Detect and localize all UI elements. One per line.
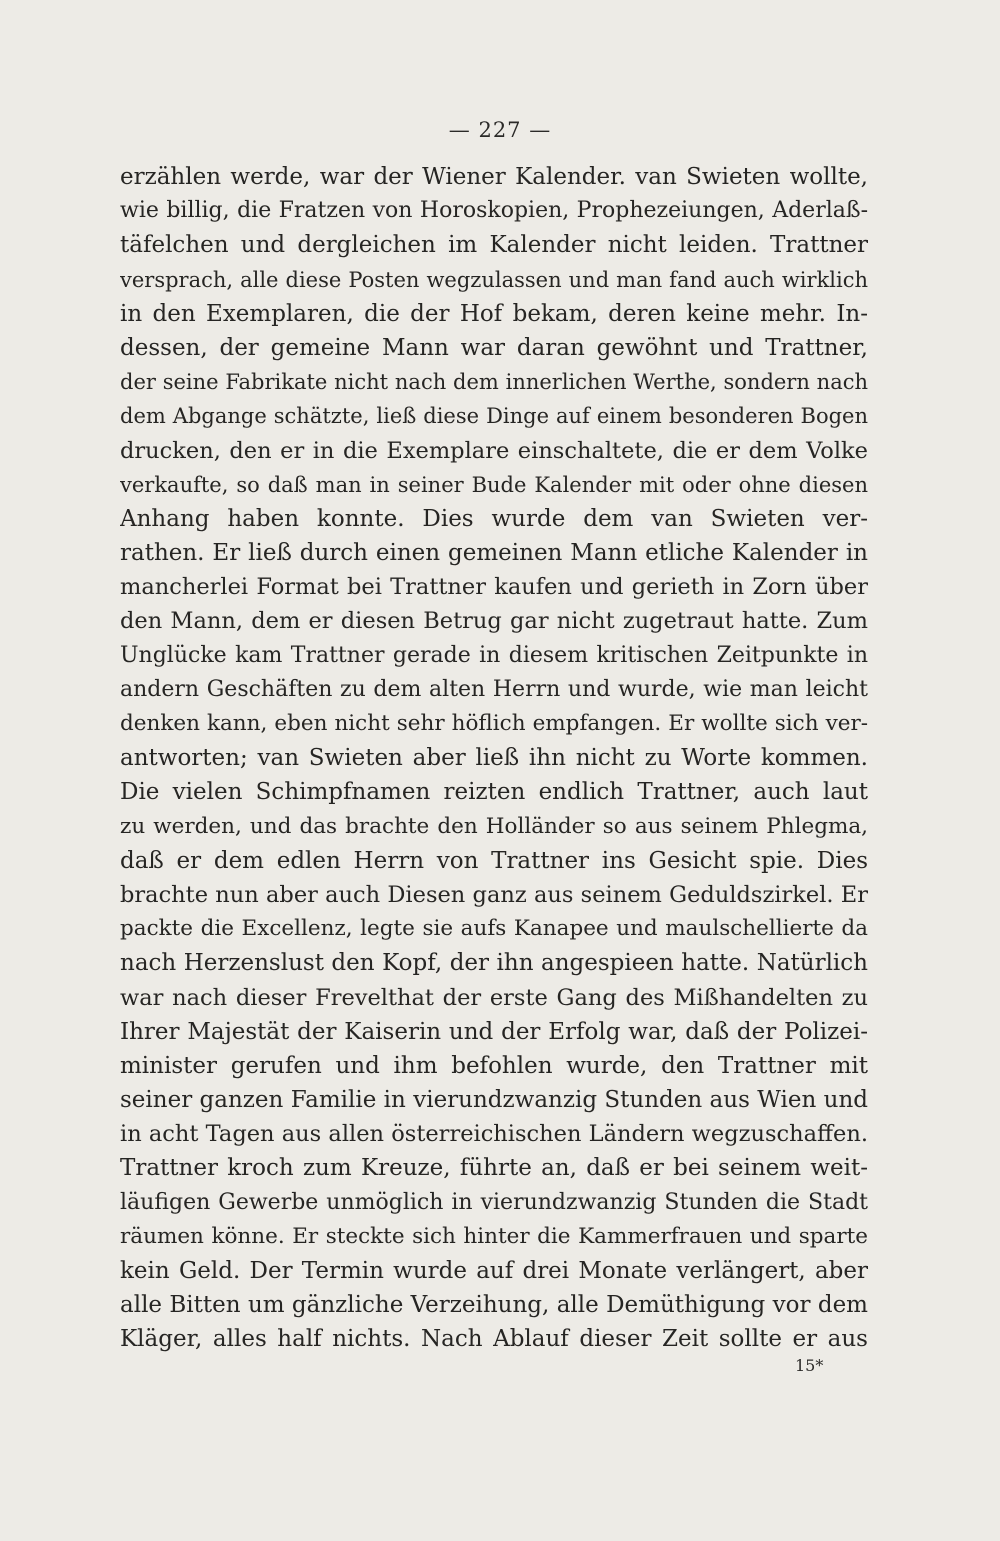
text-line: Die vielen Schimpfnamen reizten endlich Trattner, auch laut bbox=[120, 779, 868, 806]
text-line: Ihrer Majestät der Kaiserin und der Erfolg war, daß der Polizei- bbox=[120, 1018, 868, 1045]
text-line: in acht Tagen aus allen österreichischen Ländern wegzuschaffen. bbox=[120, 1121, 868, 1148]
text-line: Trattner kroch zum Kreuze, führte an, daß er bei seinem weit- bbox=[120, 1155, 868, 1182]
text-line: verkaufte, so daß man in seiner Bude Kalender mit oder ohne diesen bbox=[120, 472, 868, 497]
text-line: Anhang haben konnte. Dies wurde dem van Swieten ver- bbox=[120, 505, 868, 532]
text-line: zu werden, und das brachte den Holländer so aus seinem Phlegma, bbox=[120, 813, 868, 839]
text-line: rathen. Er ließ durch einen gemeinen Mann etliche Kalender in bbox=[120, 540, 868, 567]
text-line: erzählen werde, war der Wiener Kalender. van Swieten wollte, bbox=[120, 164, 868, 190]
text-line: war nach dieser Frevelthat der erste Gang des Mißhandelten zu bbox=[120, 984, 868, 1011]
text-line: denken kann, eben nicht sehr höflich empfangen. Er wollte sich ver- bbox=[120, 711, 868, 736]
text-line: andern Geschäften zu dem alten Herrn und wurde, wie man leicht bbox=[120, 676, 868, 702]
text-line: dessen, der gemeine Mann war daran gewöhnt und Trattner, bbox=[120, 334, 868, 361]
text-line: der seine Fabrikate nicht nach dem innerlichen Werthe, sondern nach bbox=[120, 370, 868, 395]
text-line: läufigen Gewerbe unmöglich in vierundzwanzig Stunden die Stadt bbox=[120, 1189, 868, 1215]
text-line: packte die Excellenz, legte sie aufs Kanapee und maulschellierte da bbox=[120, 916, 868, 942]
text-line: alle Bitten um gänzliche Verzeihung, alle Demüthigung vor dem bbox=[120, 1292, 868, 1319]
signature-mark: 15* bbox=[795, 1356, 824, 1375]
page-number: — 227 — bbox=[448, 118, 552, 142]
body-text bbox=[120, 160, 868, 1357]
text-line: mancherlei Format bei Trattner kaufen und gerieth in Zorn über bbox=[120, 574, 868, 601]
text-line: Kläger, alles half nichts. Nach Ablauf dieser Zeit sollte er aus bbox=[120, 1326, 868, 1353]
text-line: kein Geld. Der Termin wurde auf drei Monate verlängert, aber bbox=[120, 1258, 868, 1284]
text-line: versprach, alle diese Posten wegzulassen und man fand auch wirklich bbox=[120, 267, 868, 292]
text-line: dem Abgange schätzte, ließ diese Dinge auf einem besonderen Bogen bbox=[120, 404, 868, 429]
text-line: räumen könne. Er steckte sich hinter die Kammerfrauen und sparte bbox=[120, 1223, 868, 1249]
text-line: antworten; van Swieten aber ließ ihn nicht zu Worte kommen. bbox=[120, 745, 868, 772]
text-line: brachte nun aber auch Diesen ganz aus seinem Geduldszirkel. Er bbox=[120, 881, 868, 908]
text-line: in den Exemplaren, die der Hof bekam, deren keine mehr. In- bbox=[120, 300, 868, 327]
text-line: daß er dem edlen Herrn von Trattner ins Gesicht spie. Dies bbox=[120, 847, 868, 874]
text-line: drucken, den er in die Exemplare einschaltete, die er dem Volke bbox=[120, 437, 868, 464]
text-line: nach Herzenslust den Kopf, der ihn angespieen hatte. Natürlich bbox=[120, 950, 868, 977]
text-line: wie billig, die Fratzen von Horoskopien, Prophezeiungen, Aderlaß- bbox=[120, 198, 868, 224]
text-line: täfelchen und dergleichen im Kalender nicht leiden. Trattner bbox=[120, 232, 868, 259]
text-line: Unglücke kam Trattner gerade in diesem kritischen Zeitpunkte in bbox=[120, 642, 868, 668]
text-line: den Mann, dem er diesen Betrug gar nicht zugetraut hatte. Zum bbox=[120, 608, 868, 635]
text-line: minister gerufen und ihm befohlen wurde, den Trattner mit bbox=[120, 1052, 868, 1079]
text-line: seiner ganzen Familie in vierundzwanzig Stunden aus Wien und bbox=[120, 1087, 868, 1114]
